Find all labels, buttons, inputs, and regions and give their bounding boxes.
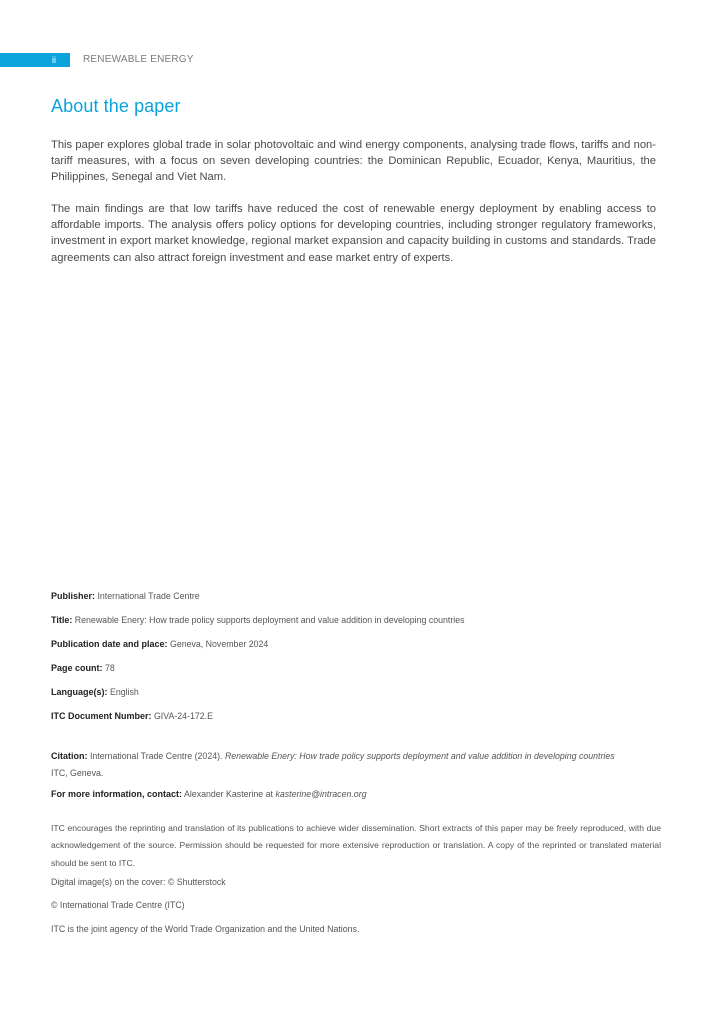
page-count-line — [51, 662, 115, 674]
title-line — [51, 614, 465, 626]
publisher-value: International Trade Centre — [97, 591, 200, 601]
date-line — [51, 638, 268, 650]
language-label: Language(s): — [51, 687, 108, 697]
copyright: © International Trade Centre (ITC) — [51, 900, 185, 910]
running-head: RENEWABLE ENERGY — [83, 54, 194, 65]
citation-line — [51, 748, 661, 782]
page-number: ii — [52, 55, 56, 65]
doc-number-value: GIVA-24-172.E — [153, 711, 213, 721]
doc-number-line — [51, 710, 213, 722]
publisher-label: Publisher: — [51, 591, 96, 601]
joint-agency-statement: ITC is the joint agency of the World Trade Organization and the United Nations. — [51, 924, 360, 934]
language-line — [51, 686, 139, 698]
cover-credit: Digital image(s) on the cover: © Shutterstock — [51, 877, 226, 887]
citation-title: Renewable Enery: How trade policy supports deployment and value addition in developing countries — [224, 751, 615, 761]
contact-email-link[interactable]: kasterine@intracen.org — [275, 789, 367, 799]
language-value: English — [109, 687, 139, 697]
citation-label: Citation: — [51, 751, 88, 761]
abstract-paragraph-1: This paper explores global trade in solar photovoltaic and wind energy components, analysing trade flows, tariffs and non-tariff measures, with a focus on seven developing countries: the Dominican Republic, Ecuador, Kenya, Mauritius, the Philippines, Senegal and Viet Nam. — [51, 139, 656, 184]
date-label: Publication date and place: — [51, 639, 168, 649]
doc-number-label: ITC Document Number: — [51, 711, 152, 721]
page-count-label: Page count: — [51, 663, 103, 673]
title-value: Renewable Enery: How trade policy supports deployment and value addition in developing countries — [74, 615, 465, 625]
abstract — [51, 137, 656, 282]
page-title: About the paper — [51, 96, 181, 116]
publisher-line — [51, 590, 200, 602]
contact-label: For more information, contact: — [51, 789, 183, 799]
citation-prefix: International Trade Centre (2024). — [89, 751, 223, 761]
citation-suffix: ITC, Geneva. — [51, 768, 104, 778]
header-accent-bar — [0, 53, 70, 67]
contact-line — [51, 788, 367, 800]
page-count-value: 78 — [104, 663, 115, 673]
reprint-notice: ITC encourages the reprinting and translation of its publications to achieve wider dissemination. Short extracts of this paper may be freely reproduced, with due acknowledgement of the source. Permission should be requested for more extensive reproduction or translation. A copy of the reprinted or translated material should be sent to ITC. — [51, 823, 661, 868]
contact-name: Alexander Kasterine at — [183, 789, 273, 799]
title-label: Title: — [51, 615, 73, 625]
abstract-paragraph-2: The main findings are that low tariffs have reduced the cost of renewable energy deployment by enabling access to affordable imports. The analysis offers policy options for developing countries, including stronger regulatory frameworks, investment in export market knowledge, regional market expansion and capacity building in customs and standards. Trade agreements can also attract foreign investment and ease market entry of experts. — [51, 203, 656, 264]
date-value: Geneva, November 2024 — [169, 639, 269, 649]
